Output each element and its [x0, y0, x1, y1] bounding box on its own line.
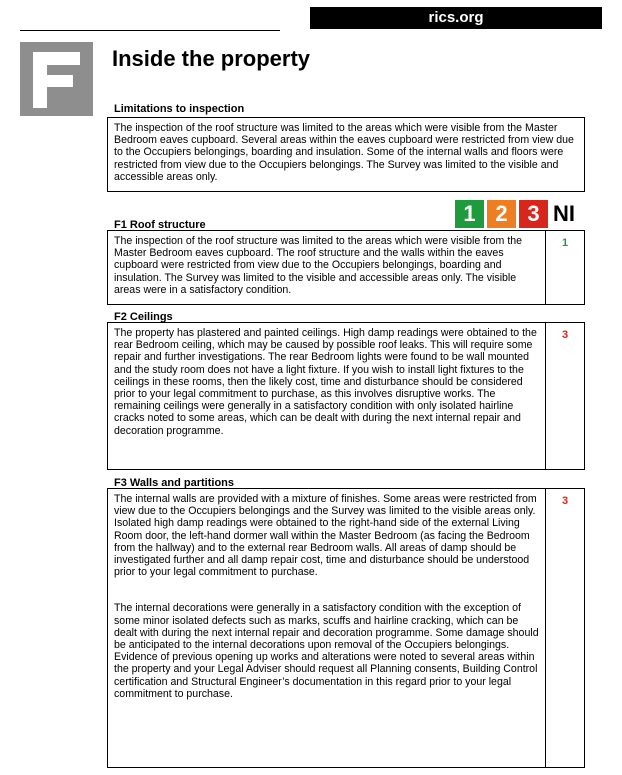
top-divider	[20, 30, 280, 31]
limitations-heading: Limitations to inspection	[114, 103, 245, 115]
section-letter-f-icon	[20, 42, 93, 116]
legend-not-inspected: NI	[553, 201, 575, 226]
legend-rating-2: 2	[487, 200, 516, 228]
legend-rating-1: 1	[455, 200, 484, 228]
section-box-f3	[107, 488, 585, 768]
page-title: Inside the property	[112, 46, 311, 71]
condition-rating-f3: 3	[561, 495, 569, 507]
section-text-f1: The inspection of the roof structure was limited to the areas which were visible from the Master Bedroom eaves cupboard. The roof structure and the walls within the eaves cupboard were restricted from view due to the Occupiers belongings, boarding and insulation. The Survey was limited to the visible and accessible areas only. The visible areas were in a satisfactory condition.	[114, 235, 523, 296]
section-heading-f3: F3 Walls and partitions	[114, 477, 234, 489]
condition-rating-f1: 1	[561, 237, 569, 249]
section-text-f2: The property has plastered and painted ceilings. High damp readings were obtained to the rear Bedroom ceiling, which may be caused by possible roof leaks. This will require some repair and further investigations. The rear Bedroom lights were found to be wall mounted and the study room does not have a light fixture. If you wish to install light fixtures to the ceilings in these rooms, then the likely cost, time and disturbance should be considered prior to your legal commitment to purchase, as this involves disruptive works. The remaining ceilings were generally in a satisfactory condition with only isolated hairline cracks noted to some areas, which can be dealt with during the next internal repair and decoration programme.	[114, 327, 537, 437]
section-heading-f1: F1 Roof structure	[114, 219, 206, 231]
section-box-f2	[107, 322, 585, 470]
condition-rating-f2: 3	[561, 329, 569, 341]
site-name: rics.org	[428, 9, 484, 26]
limitations-text: The inspection of the roof structure was limited to the areas which were visible from the Master Bedroom eaves cupboard. Several areas within the eaves cupboard were restricted from view due to the Occupiers belongings, boarding and insulation. Some of the internal walls and floors were restricted from view due to the Occupiers belongings. The Survey was limited to the visible and accessible areas only.	[114, 122, 574, 183]
limitations-box	[107, 117, 585, 192]
section-letter-block	[20, 42, 93, 116]
rating-cell-f1	[545, 231, 584, 304]
section-heading-f2: F2 Ceilings	[114, 311, 173, 323]
rating-cell-f2	[545, 323, 584, 469]
rating-cell-f3	[545, 489, 584, 767]
section-f3-paragraph-2: The internal decorations were generally in a satisfactory condition with the exception of some minor isolated defects such as marks, scuffs and hairline cracking, which can be dealt with during the next internal repair and decoration programme. Some damage should be anticipated to the internal decorations upon removal of the Occupiers belongings. Evidence of previous opening up works and alterations were noted to several areas within the property and your Legal Adviser should request all Planning consents, Building Control certification and Structural Engineer’s documentation in this regard prior to your legal commitment to purchase.	[114, 602, 539, 700]
section-f3-paragraph-1: The internal walls are provided with a mixture of finishes. Some areas were restricted from view due to the Occupiers belongings and the Survey was limited to the visible areas only. Isolated high damp readings were obtained to the right-hand side of the external Living Room door, the left-hand dormer wall within the Master Bedroom (as facing the Bedroom from the hallway) and to the external rear Bedroom walls. All areas of damp should be investigated further and all damp repair cost, time and disturbance should be understood prior to your legal commitment to purchase.	[114, 493, 537, 579]
section-text-f3	[114, 493, 542, 700]
site-header-bar	[310, 7, 602, 29]
section-box-f1	[107, 230, 585, 305]
legend-rating-3: 3	[519, 200, 548, 228]
